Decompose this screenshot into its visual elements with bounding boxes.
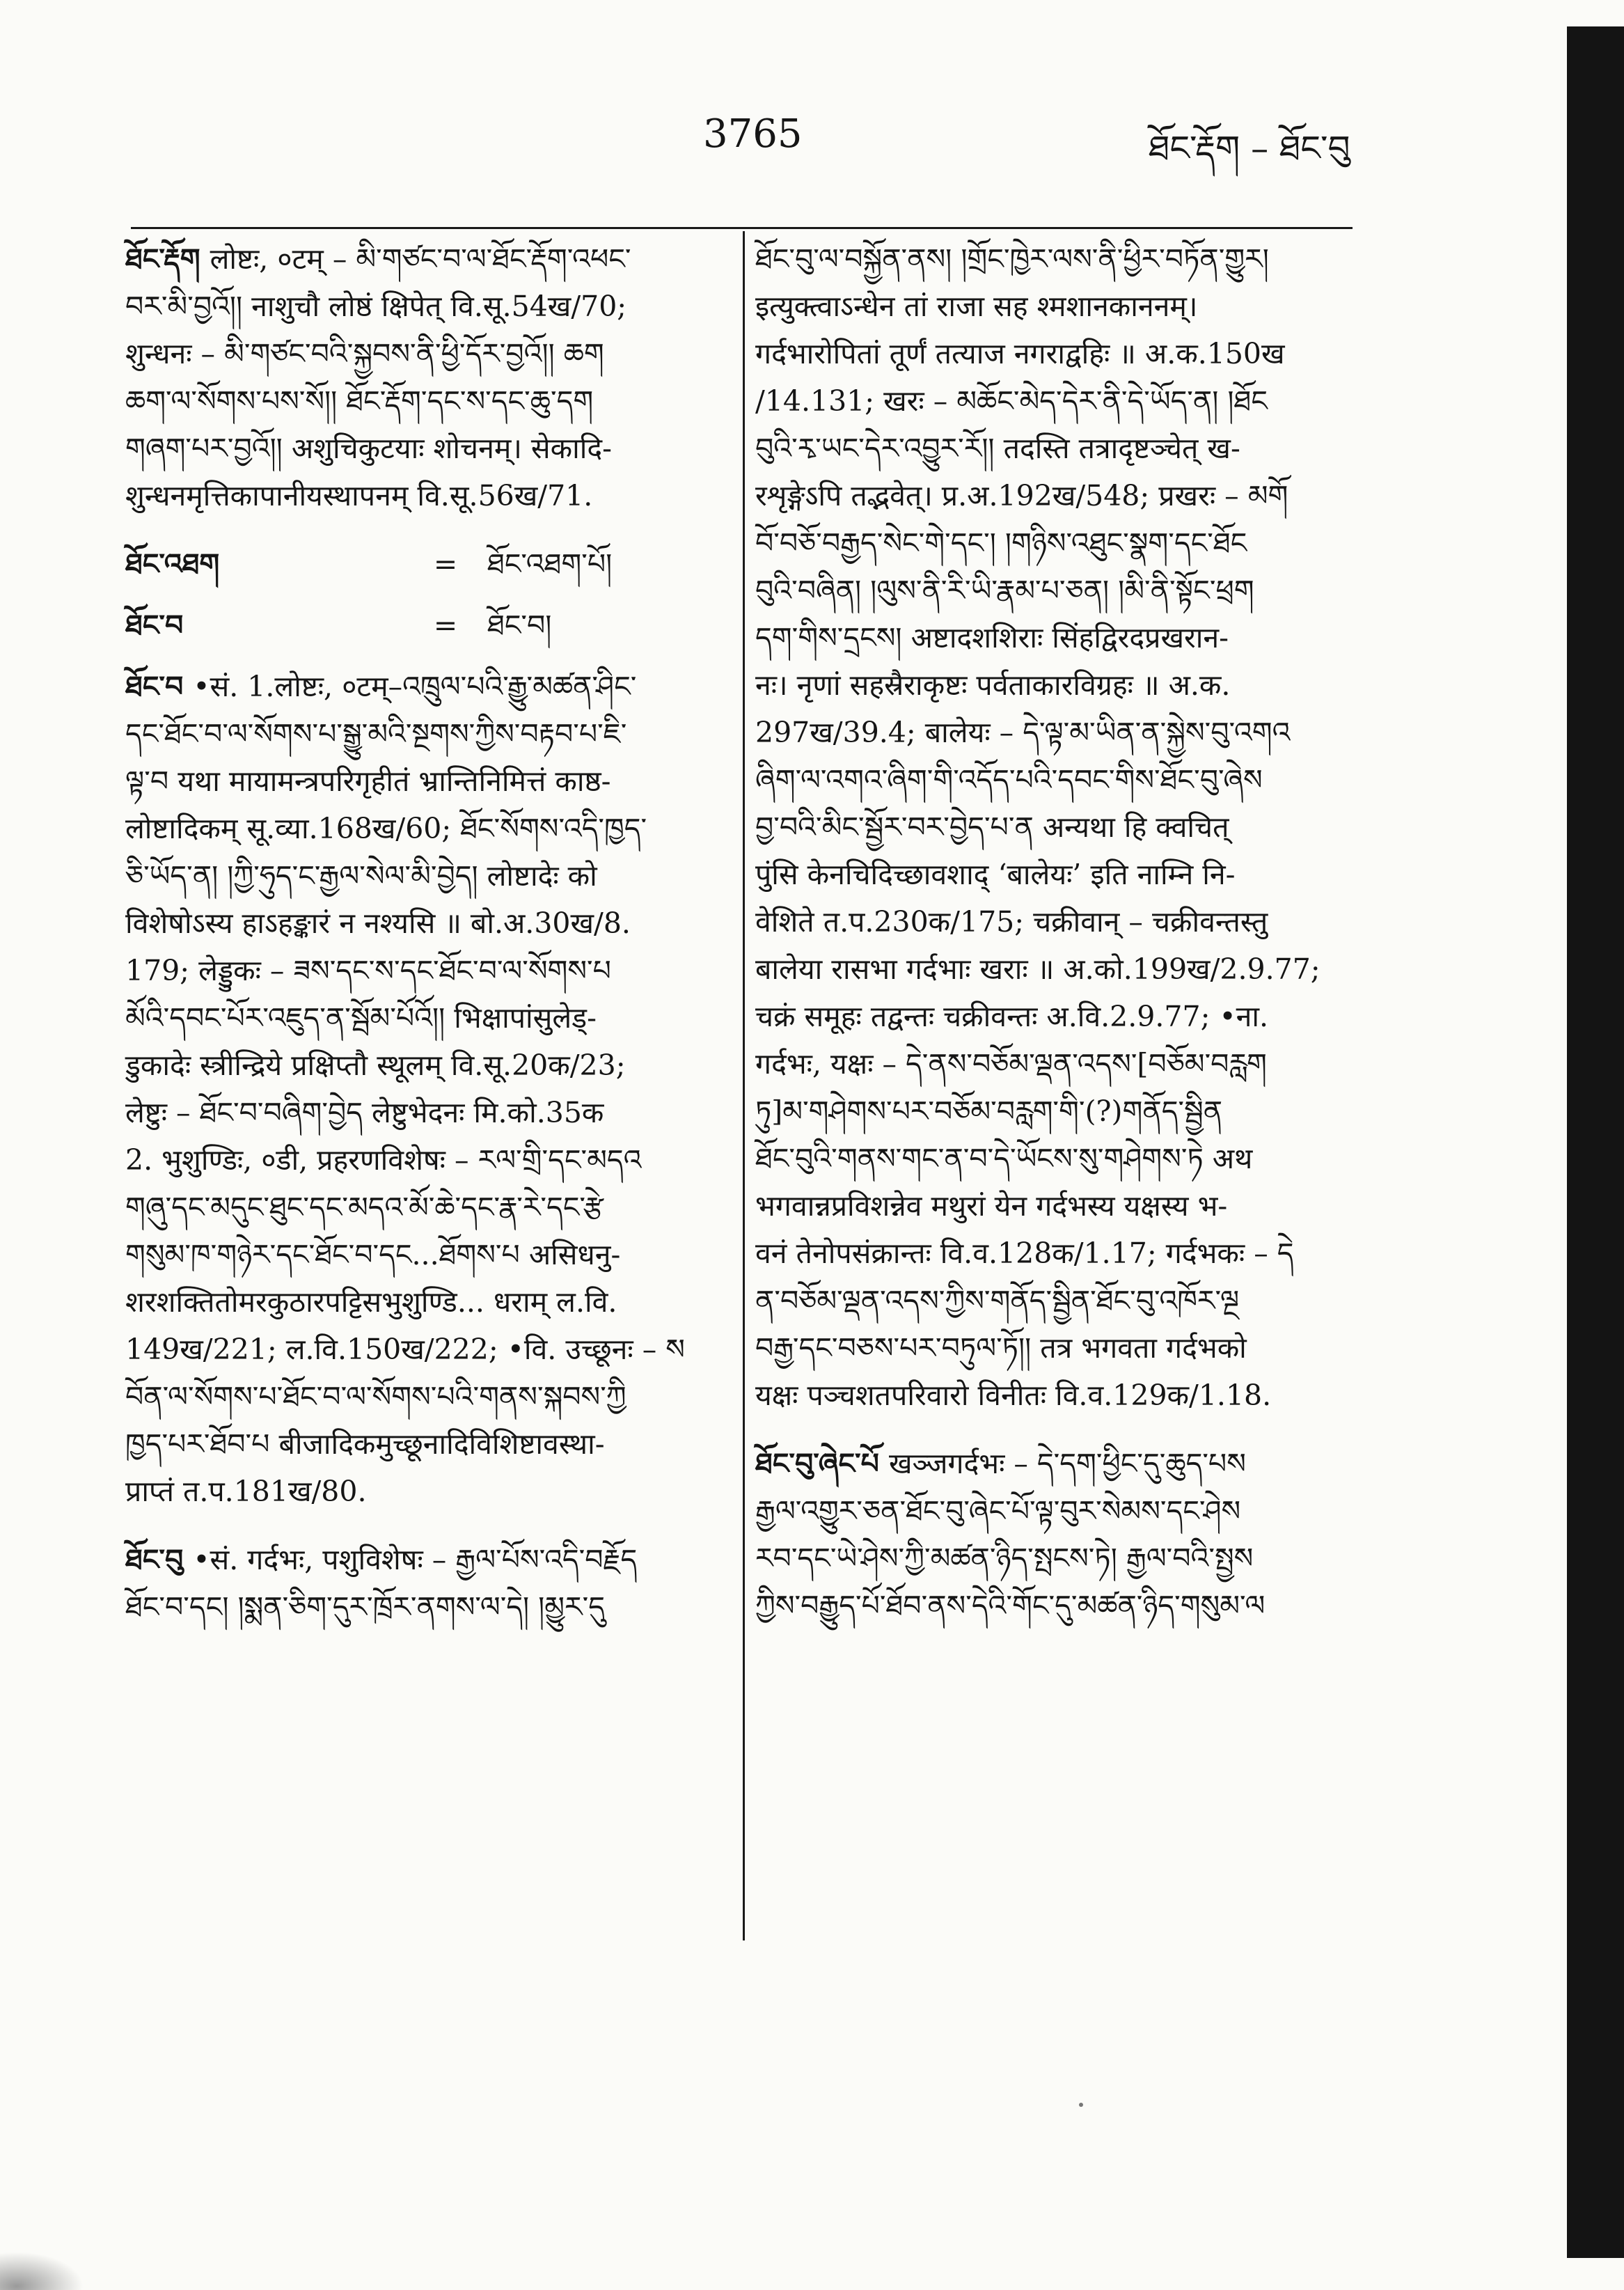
header-rule [131, 227, 1353, 229]
entry-line [755, 803, 1346, 851]
entry-text: གསུམ་ཁ་གཉེར་དང་ཐོང་བ་དང...ཐོགས་པ असिधनु- [125, 1238, 621, 1271]
entry-line [755, 1440, 1346, 1487]
cross-reference [125, 540, 716, 588]
equals-sign: = [433, 547, 458, 581]
entry-line [125, 947, 716, 994]
entry-text: पुंसि केनचिदिच्छावशाद् ‘बालेयः’ इति नाम्नि नि- [755, 858, 1236, 891]
entry-text: མོའི་དབང་པོར་འཇུད་ན་སྦོམ་པོའོ།། भिक्षापांसुलेड्- [125, 1001, 597, 1035]
entry-line [755, 425, 1346, 472]
entry-line [755, 614, 1346, 661]
dictionary-entry [125, 235, 716, 519]
entry-text: ཆག་ལ་སོགས་པས་སོ།། ཐོང་རྡོག་དང་ས་དང་ཆུ་དག [125, 384, 594, 418]
entry-text: चक्रं समूहः तद्वन्तः चक्रीवन्तः अ.वि.2.9.77; •ना. [755, 1000, 1269, 1033]
entry-line [755, 1135, 1346, 1182]
entry-line [755, 946, 1346, 993]
entry-text: ཐོང་བུ་ལ་བསྐྱོན་ནས། །གྲོང་ཁྱེར་ལས་ནི་ཕྱིར་བཏོན་གྱུར། [755, 242, 1269, 276]
entry-text: ཁྱད་པར་ཐོབ་པ बीजादिकमुच्छूनादिविशिष्टावस्था- [125, 1427, 605, 1461]
entry-text: डुकादेः स्त्रीन्द्रिये प्रक्षिप्तौ स्थूलम् वि.सू.20क/23; [125, 1049, 626, 1082]
scan-speck [0, 2252, 84, 2290]
entry-line [125, 1373, 716, 1420]
entry-line [125, 1042, 716, 1089]
entry-line [755, 1088, 1346, 1135]
entry-line [755, 898, 1346, 946]
entry-text: རྒྱལ་འགྱུར་ཅན་ཐོང་བུ་ཞེང་པོ་ལྟ་བུར་སེམས་དང་ཤེས [755, 1494, 1241, 1528]
entry-text: ཐོང་བ་དང། །སྨན་ཅིག་དུར་ཁྲོར་ནགས་ལ་དེ། །མྱུར་དུ [125, 1590, 605, 1624]
entry-text: བོན་ལ་སོགས་པ་ཐོང་བ་ལ་སོགས་པའི་གནས་སྐབས་ཀྱི [125, 1380, 626, 1413]
entry-line [125, 1136, 716, 1184]
entry-text: वेशिते त.प.230क/175; चक्रीवान् – चक्रीवन्तस्तु [755, 905, 1268, 939]
entry-headword: ཐོང་བུ [125, 1543, 184, 1576]
dictionary-entry [125, 663, 716, 1515]
entry-line [125, 994, 716, 1042]
entry-text: शुन्धनमृत्तिकापानीयस्थापनम् वि.सू.56ख/71. [125, 479, 593, 512]
entry-text: 149ख/221; ल.वि.150ख/222; •वि. उच्छूनः – ས [125, 1333, 685, 1366]
page-number: 3765 [703, 111, 803, 157]
entry-line [755, 377, 1346, 425]
entry-line [125, 805, 716, 852]
cross-reference-headword: ཐོང་འཐག [125, 547, 220, 581]
entry-line [755, 661, 1346, 709]
dictionary-entry [755, 235, 1346, 1419]
entry-text: དང་ཐོང་བ་ལ་སོགས་པ་སྒྱུ་མའི་སྔགས་ཀྱིས་བརྟབ་པ་ཇི་ [125, 717, 627, 751]
entry-line [755, 1324, 1346, 1372]
entry-text: 179; लेड्डुकः – ཟས་དང་ས་དང་ཐོང་བ་ལ་སོགས་པ [125, 954, 611, 987]
equals-sign: = [433, 609, 458, 642]
entry-line [125, 1278, 716, 1326]
entry-line [125, 852, 716, 900]
entry-line [125, 663, 716, 710]
entry-text: /14.131; खरः – མཆོང་མེད་དེར་ནི་དེ་ཡོད་ན། །ཐོང [755, 384, 1268, 418]
entry-text: བྱ་བའི་མིང་སྦྱོར་བར་བྱེད་པ་ན अन्यथा हि क्वचित् [755, 810, 1229, 844]
entry-line [755, 993, 1346, 1040]
entry-text: रशृङ्गेऽपि तद्भवेत्। प्र.अ.192ख/548; प्रखरः – མགོ [755, 479, 1288, 512]
entry-line [755, 1230, 1346, 1277]
entry-text: इत्युक्त्वाऽन्धेन तां राजा सह श्मशानकाननम्। [755, 290, 1198, 323]
entry-line [755, 756, 1346, 803]
entry-text: བརྒྱ་དང་བཅས་པར་བཏུལ་ཏོ།། तत्र भगवता गर्दभको [755, 1331, 1247, 1365]
cross-reference-target: ཐོང་འཐག་པོ། [487, 547, 613, 581]
right-column [755, 235, 1346, 1650]
entry-text: ཐོང་བུའི་གནས་གང་ན་བ་དེ་ཡོངས་སུ་གཤེགས་ཏེ अथ [755, 1142, 1253, 1175]
entry-text: लोष्टः, ०टम् – མི་གཙང་བ་ལ་ཐོང་རྡོག་འཕང་ [210, 242, 631, 276]
entry-line [125, 330, 716, 377]
entry-line [755, 1372, 1346, 1419]
entry-text: शुन्धनः – མི་གཙང་བའི་སྐྱབས་ནི་ཕྱི་དོར་བྱའོ།། ཆག [125, 337, 604, 370]
entry-line [125, 900, 716, 947]
entry-headword: ཐོང་བུ་ཞེང་པོ [755, 1447, 879, 1480]
cross-reference [125, 602, 716, 649]
entry-line [755, 1182, 1346, 1230]
entry-headword: ཐོང་རྡོག [125, 242, 200, 276]
entry-text: ལྟ་བ यथा मायामन्त्रपरिगृहीतं भ्रान्तिनिमित्तं काष्ठ- [125, 764, 611, 798]
entry-text: ཞིག་ལ་འགའ་ཞིག་གི་འདོད་པའི་དབང་གིས་ཐོང་བུ་ཞེས [755, 763, 1263, 797]
entry-line [125, 1231, 716, 1278]
entry-line [125, 1536, 716, 1583]
entry-text: བུའི་བཞིན། །ལུས་ནི་རི་ཡི་རྣམ་པ་ཅན། །མི་ནི་སྟོང་ཕྲག [755, 574, 1254, 607]
entry-line [125, 1468, 716, 1515]
entry-text: རབ་དང་ཡེ་ཤེས་ཀྱི་མཚན་ཉིད་སྤངས་ཏེ། རྒྱལ་བའི་སྤྱས [755, 1542, 1254, 1575]
entry-text: लेष्टुः – ཐོང་བ་བཞིག་བྱེད लेष्टुभेदनः मि.को.35क [125, 1096, 604, 1129]
entry-line [125, 283, 716, 330]
dictionary-entry [755, 1440, 1346, 1629]
entry-headword: ཐོང་བ [125, 670, 184, 703]
entry-text: विशेषोऽस्य हाऽहङ्कारं न नश्यसि ॥ बो.अ.30ख/8. [125, 907, 631, 940]
entry-line [125, 1583, 716, 1631]
entry-line [125, 1326, 716, 1373]
scan-binding-edge [1567, 26, 1624, 2258]
entry-line [755, 330, 1346, 377]
entry-text: བོ་བཅོ་བརྒྱད་སེང་གེ་དང་། །གཉིས་འཐུང་སྣག་དང་ཐོང [755, 526, 1247, 560]
entry-text: शरशक्तितोमरकुठारपट्टिसभुशुण्डि... धराम् ल.वि. [125, 1285, 617, 1319]
entry-text: བར་མི་བྱའོ།། नाशुचौ लोष्ठं क्षिपेत् वि.सू.54ख/70; [125, 290, 627, 323]
entry-line [125, 710, 716, 758]
entry-line [125, 1184, 716, 1231]
left-column [125, 235, 716, 1652]
entry-text: 2. भुशुण्डिः, ०डी, प्रहरणविशेषः – རལ་གྲི་དང་མདའ [125, 1143, 642, 1177]
entry-line [125, 235, 716, 283]
entry-text: ཅི་ཡོད་ན། །ཀྱི་ཧུད་ང་རྒྱལ་སེལ་མི་བྱེད། लोष्टादेः को [125, 859, 597, 893]
entry-text: 297ख/39.4; बालेयः – དེ་ལྟ་མ་ཡིན་ན་སྐྱེས་བུ་འགའ [755, 716, 1291, 749]
entry-line [755, 1535, 1346, 1582]
entry-line [755, 851, 1346, 898]
entry-text: भगवान्नप्रविशन्नेव मथुरां येन गर्दभस्य यक्षस्य भ- [755, 1189, 1228, 1223]
running-head: ཐོང་རྡོག – ཐོང་བུ [1149, 128, 1350, 168]
entry-text: བུའི་རྭ་ཡང་དེར་འབྱུར་རོ།། तदस्ति तत्रादृष्टञ्चेत् ख- [755, 432, 1240, 465]
entry-line [755, 235, 1346, 283]
entry-line [755, 472, 1346, 519]
entry-line [125, 377, 716, 425]
entry-text: नः। नृणां सहस्रैराकृष्टः पर्वताकारविग्रहः ॥ अ.क. [755, 668, 1231, 702]
entry-text: बालेया रासभा गर्दभाः खराः ॥ अ.को.199ख/2.9.77; [755, 952, 1321, 986]
entry-text: यक्षः पञ्चशतपरिवारो विनीतः वि.व.129क/1.18. [755, 1379, 1272, 1412]
entry-line [755, 519, 1346, 567]
entry-line [125, 472, 716, 519]
entry-line [755, 1277, 1346, 1324]
entry-text: ན་བཅོམ་ལྡན་འདས་ཀྱིས་གནོད་སྦྱིན་ཐོང་བུ་འཁོར་ལྔ [755, 1284, 1240, 1317]
entry-line [125, 1420, 716, 1468]
entry-text: ཏུ]མ་གཤེགས་པར་བཅོམ་བརླག་གི་(?)གནོད་སྦྱིན [755, 1095, 1223, 1128]
entry-text: खञ्जगर्दभः – དེ་དག་ཕྱིང་དུ་ཆུད་པས [888, 1447, 1246, 1480]
column-divider [743, 231, 745, 1940]
entry-text: प्राप्तं त.प.181ख/80. [125, 1475, 367, 1508]
entry-line [755, 1040, 1346, 1088]
entry-text: गर्दभः, यक्षः – དེ་ནས་བཅོམ་ལྡན་འདས་[བཅོམ་བརླག [755, 1047, 1267, 1081]
cross-reference-headword: ཐོང་བ [125, 609, 184, 642]
entry-line [755, 1487, 1346, 1535]
entry-text: •सं. गर्दभः, पशुविशेषः – རྒྱལ་པོས་འདི་བརྗོད [193, 1543, 638, 1576]
entry-line [755, 1582, 1346, 1629]
entry-line [755, 709, 1346, 756]
entry-line [125, 1089, 716, 1136]
entry-line [755, 283, 1346, 330]
entry-text: དག་གིས་དྲངས། अष्टादशशिराः सिंहद्विरदप्रखरान- [755, 621, 1229, 654]
entry-text: गर्दभारोपितां तूर्णं तत्याज नगराद्वहिः ॥ अ.क.150ख [755, 337, 1285, 370]
cross-reference-target: ཐོང་བ། [487, 609, 552, 642]
dictionary-entry [125, 1536, 716, 1631]
entry-text: वनं तेनोपसंक्रान्तः वि.व.128क/1.17; गर्दभकः – དེ [755, 1237, 1294, 1270]
entry-text: གཞག་པར་བྱའོ།། अशुचिकुटयाः शोचनम्। सेकादि- [125, 432, 612, 465]
entry-line [755, 567, 1346, 614]
entry-line [125, 425, 716, 472]
entry-text: •सं. 1.लोष्टः, ०टम्–འཁྲུལ་པའི་རྒྱུ་མཚན་ཤིང་ [193, 670, 637, 703]
entry-line [125, 758, 716, 805]
entry-text: གཞུ་དང་མདུང་ཐུང་དང་མདའ་མོ་ཆེ་དང་རྣ་རེ་དང་རྩེ [125, 1191, 604, 1224]
entry-text: ཀྱིས་བརྒྱུད་པོ་ཐོབ་ནས་དེའི་གོང་དུ་མཚན་ཉིད་གསུམ་ལ [755, 1589, 1266, 1622]
scan-speck [1079, 2103, 1083, 2107]
entry-text: लोष्टादिकम् सू.व्या.168ख/60; ཐོང་སོགས་འདི་ཁྱད་ [125, 812, 647, 845]
